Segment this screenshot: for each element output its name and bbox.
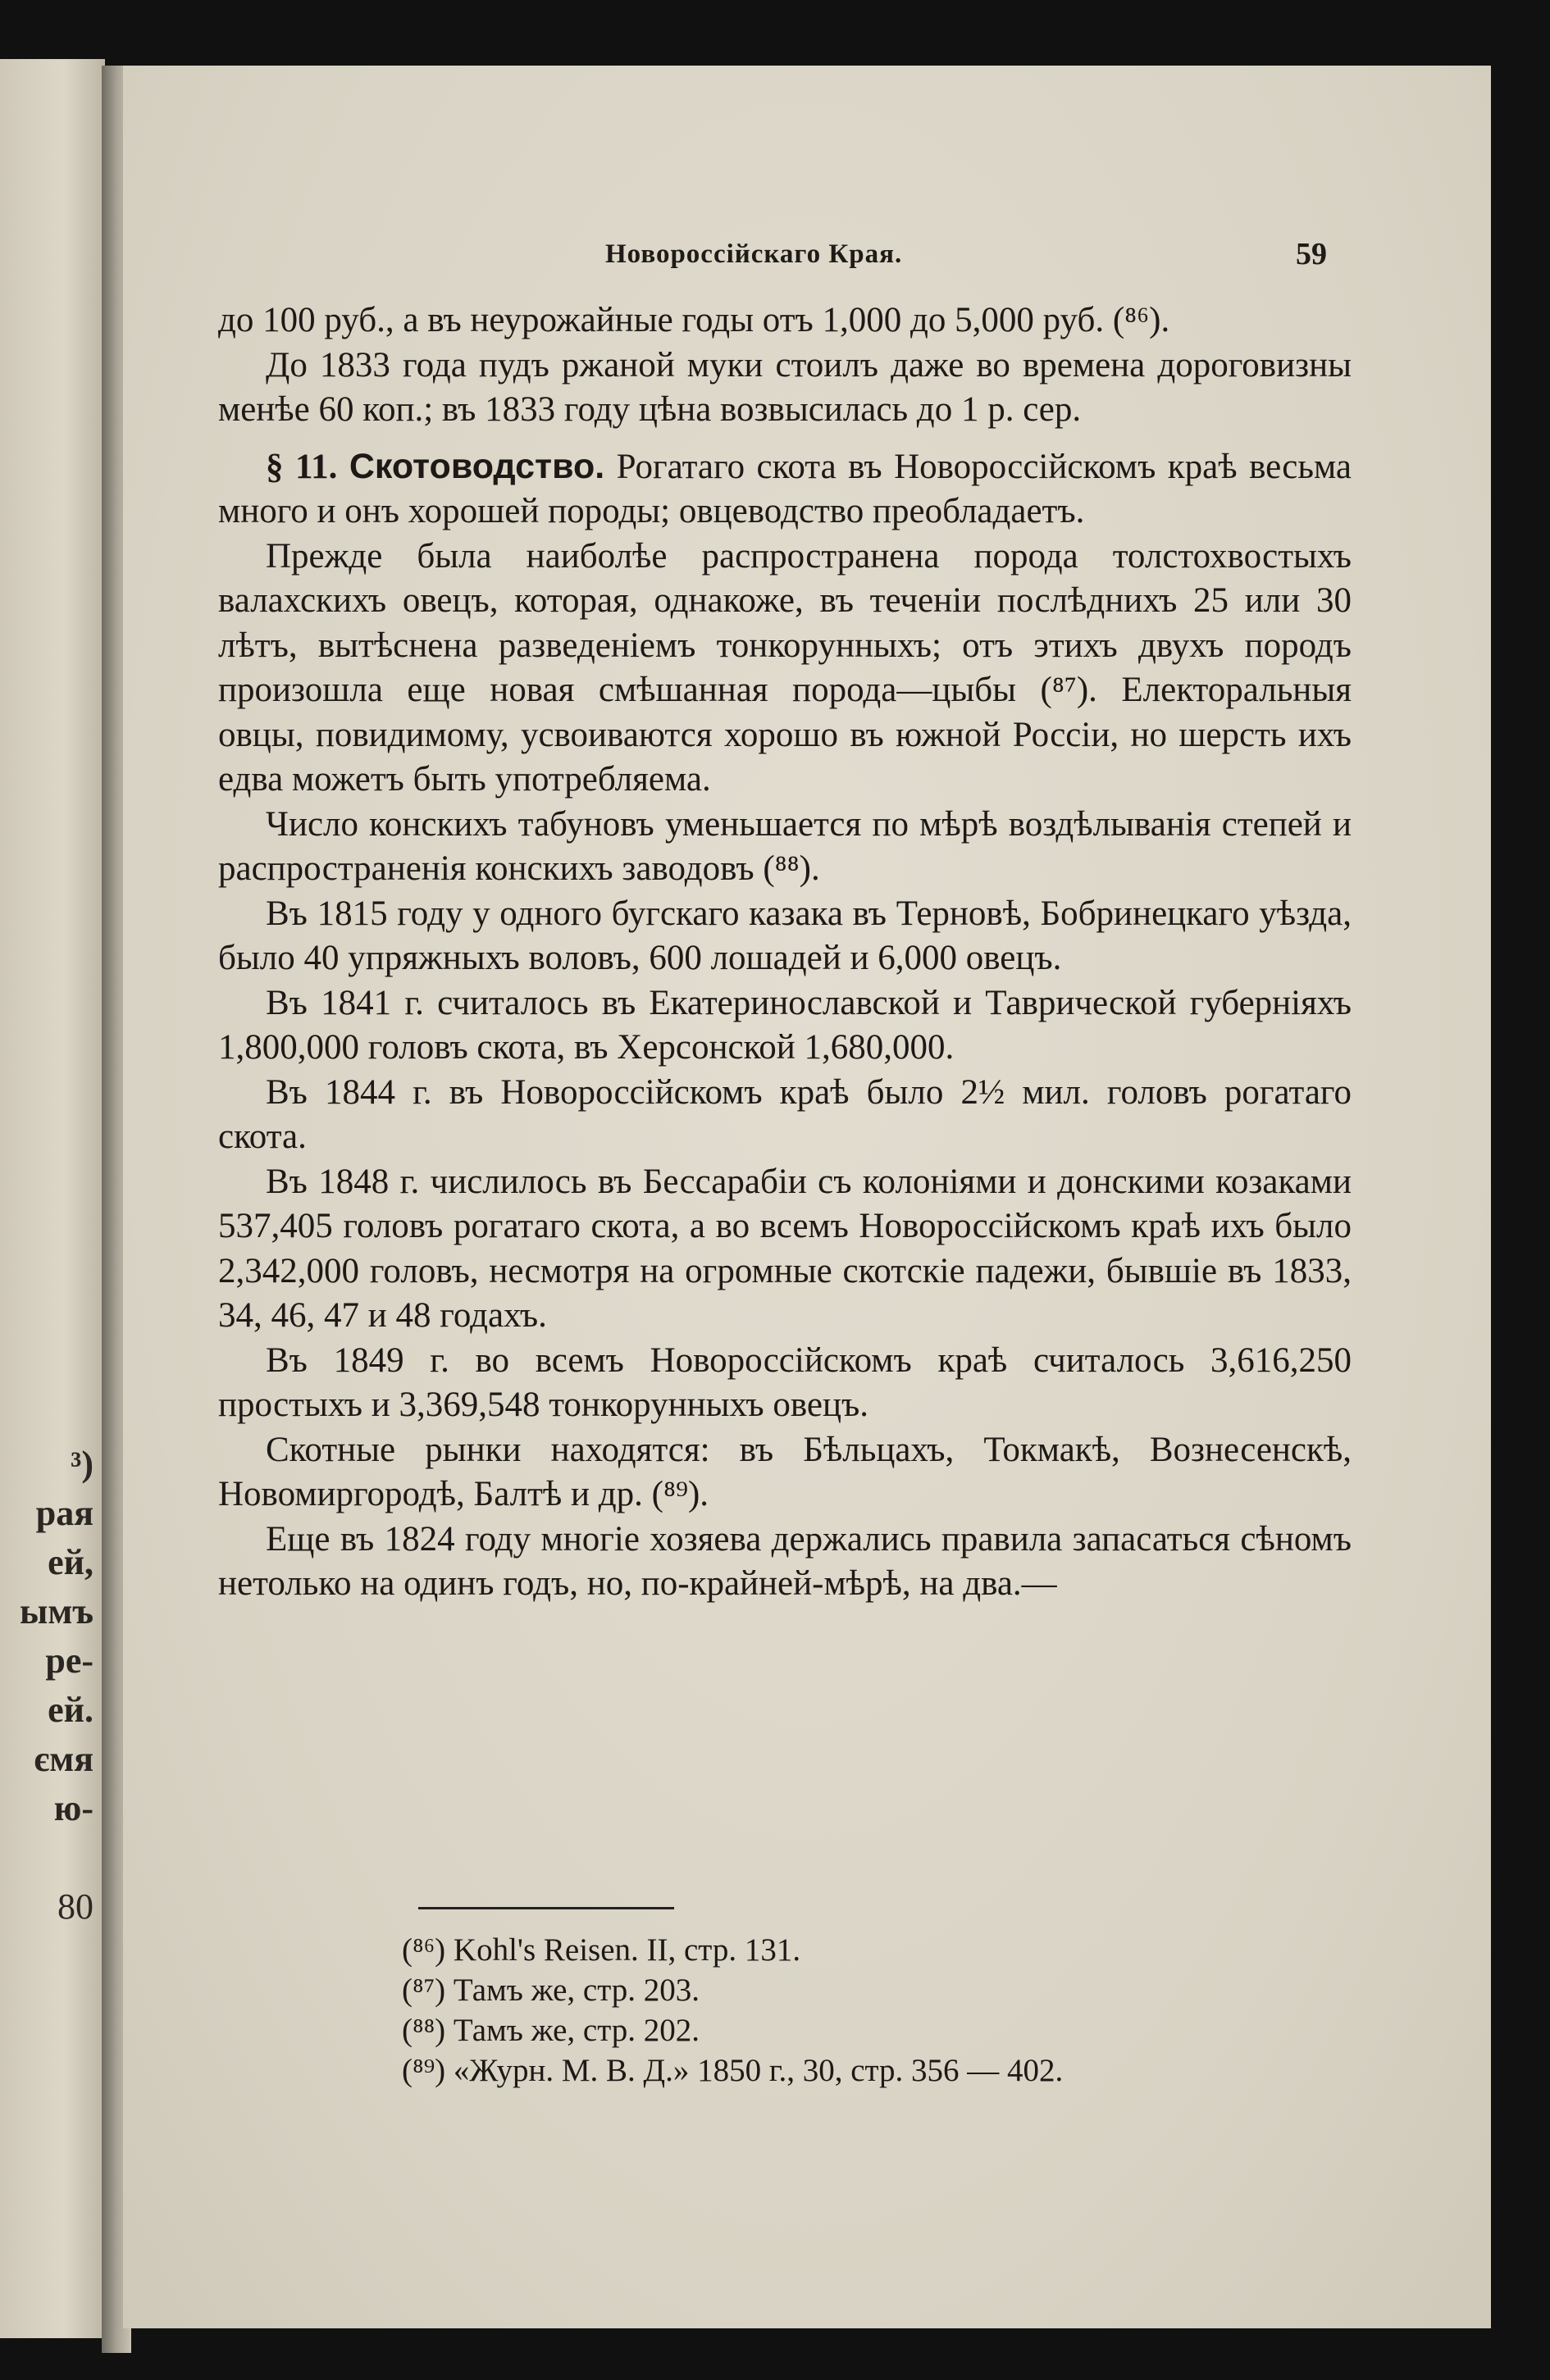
footnote: (⁸⁶) Kohl's Reisen. II, стр. 131.: [402, 1932, 801, 1968]
prev-page-fragment: ю-: [53, 1788, 93, 1828]
paragraph: Въ 1844 г. въ Новороссійскомъ краѣ было 2½ мил. головъ рогатаго скота.: [218, 1072, 1352, 1156]
body-text: [218, 298, 1352, 1607]
prev-page-fragment: ре-: [45, 1641, 93, 1681]
section-title: Скотоводство.: [349, 446, 605, 486]
paragraph: до 100 руб., а въ неурожайные годы отъ 1,000 до 5,000 руб. (⁸⁶).: [218, 301, 1170, 339]
prev-page-fragment: ей.: [48, 1690, 93, 1730]
footnote: (⁸⁸) Тамъ же, стр. 202.: [402, 2013, 700, 2048]
paragraph: Въ 1848 г. числилось въ Бессарабіи съ колоніями и донскими козаками 537,405 головъ рогатаго скота, а во всемъ Новороссійскомъ краѣ ихъ было 2,342,000 головъ, несмотря на огромные скотскіе падежи, бывшіе въ 1833, 34, 46, 47 и 48 годахъ.: [218, 1162, 1352, 1335]
section-text: Рогатаго скота въ Новороссійскомъ краѣ весьма много и онъ хорошей породы; овцеводство преобладаетъ.: [218, 447, 1352, 530]
paragraph: Прежде была наиболѣе распространена порода толстохвостыхъ валахскихъ овецъ, которая, однакоже, въ теченіи послѣднихъ 25 или 30 лѣтъ, вытѣснена разведеніемъ тонкорунныхъ; отъ этихъ двухъ породъ произошла еще новая смѣшанная порода—цыбы (⁸⁷). Електоральныя овцы, повидимому, усвоиваются хорошо въ южной Россіи, но шерсть ихъ едва можетъ быть употребляема.: [218, 536, 1352, 799]
paragraph: Въ 1849 г. во всемъ Новороссійскомъ краѣ считалось 3,616,250 простыхъ и 3,369,548 тонкорунныхъ овецъ.: [218, 1340, 1352, 1424]
section-paragraph: [218, 444, 1352, 535]
footnote: (⁸⁷) Тамъ же, стр. 203.: [402, 1973, 700, 2008]
running-title: Новороссійскаго Края.: [605, 239, 903, 269]
paragraph: До 1833 года пудъ ржаной муки стоилъ даже во времена дороговизны менѣе 60 коп.; въ 1833 году цѣна возвысилась до 1 р. сер.: [218, 345, 1352, 429]
paragraph: Въ 1815 году у одного бугскаго казака въ Терновѣ, Бобринецкаго уѣзда, было 40 упряжныхъ воловъ, 600 лошадей и 6,000 овецъ.: [218, 894, 1352, 977]
footnotes: [402, 1930, 1304, 2091]
footnote-rule: [418, 1907, 674, 1909]
prev-page-fragment: ымъ: [20, 1591, 93, 1631]
prev-page-fragment: ємя: [34, 1739, 93, 1779]
prev-page-fragment: рая: [35, 1493, 93, 1533]
paragraph: Въ 1841 г. считалось въ Екатеринославской и Таврической губерніяхъ 1,800,000 головъ скота, въ Херсонской 1,680,000.: [218, 983, 1352, 1067]
previous-page-edge: [0, 59, 105, 2338]
page-header: [123, 239, 1491, 280]
footnote: (⁸⁹) «Журн. М. В. Д.» 1850 г., 30, стр. 356 — 402.: [402, 2053, 1064, 2088]
paragraph: Скотные рынки находятся: въ Бѣльцахъ, Токмакѣ, Вознесенскѣ, Новомиргородѣ, Балтѣ и др. (⁸⁹).: [218, 1430, 1352, 1513]
prev-page-fragment: ей,: [48, 1542, 93, 1582]
book-page: [123, 66, 1491, 2328]
paragraph: Число конскихъ табуновъ уменьшается по мѣрѣ воздѣлыванія степей и распространенія конскихъ заводовъ (⁸⁸).: [218, 804, 1352, 888]
prev-page-number: 80: [57, 1886, 93, 1927]
page-number: 59: [1296, 237, 1327, 271]
section-number: § 11.: [266, 447, 338, 486]
paragraph: Еще въ 1824 году многіе хозяева держались правила запасаться сѣномъ нетолько на одинъ годъ, но, по-крайней-мѣрѣ, на два.—: [218, 1519, 1352, 1603]
prev-page-fragment: ³): [71, 1444, 93, 1484]
